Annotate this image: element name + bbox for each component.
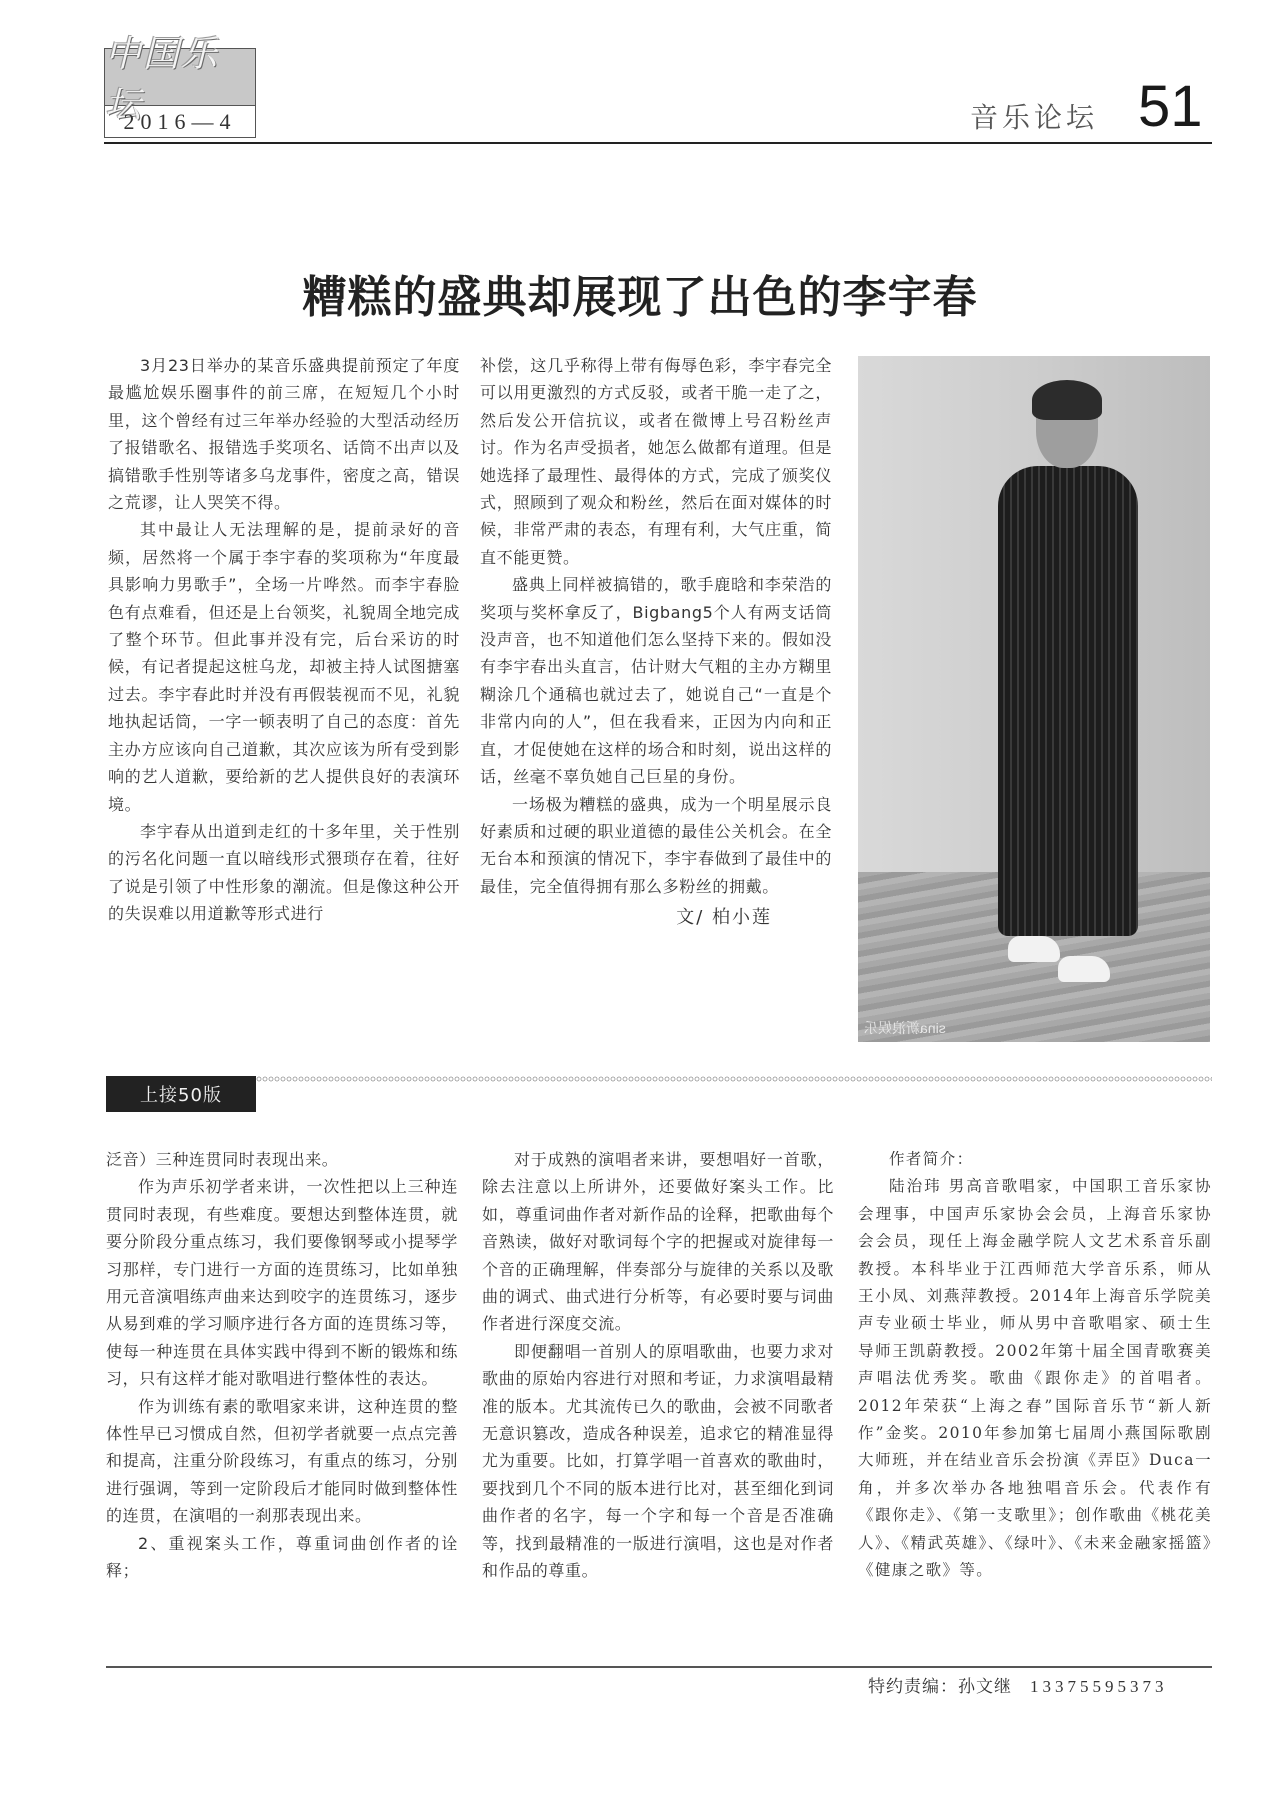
sina-watermark: sina新浪娱乐 — [864, 1020, 946, 1036]
photo-shoe-right — [1058, 956, 1110, 982]
paragraph: 3月23日举办的某音乐盛典提前预定了年度最尴尬娱乐圈事件的前三席，在短短几个小时里，这个曾经有过三年举办经验的大型活动经历了报错歌名、报错选手奖项名、话筒不出声以及搞错歌手性别等诸多乌龙事件，密度之高，错误之荒谬，让人哭笑不得。 — [108, 356, 460, 513]
paragraph: 2、重视案头工作，尊重词曲创作者的诠释； — [106, 1533, 458, 1581]
paragraph: 一场极为糟糕的盛典，成为一个明星展示良好素质和过硬的职业道德的最佳公关机会。在全无台本和预演的情况下，李宇春做到了最佳中的最佳，完全值得拥有那么多粉丝的拥戴。 — [480, 794, 832, 896]
photo-shoe-left — [1008, 936, 1060, 962]
author-bio-text: 陆治玮 男高音歌唱家，中国职工音乐家协会理事，中国声乐家协会会员，上海音乐家协会会员，现任上海金融学院人文艺术系音乐副教授。本科毕业于江西师范大学音乐系，师从王小凤、刘燕萍教授。2014年上海音乐学院美声专业硕士毕业，师从男中音歌唱家、硕士生导师王凯蔚教授。2002年第十届全国青歌赛美声唱法优秀奖。歌曲《跟你走》的首唱者。2012年荣获“上海之春”国际音乐节“新人新作”金奖。2010年参加第七届周小燕国际歌剧大师班，并在结业音乐会扮演《弄臣》Duca一角，并多次举办各地独唱音乐会。代表作有《跟你走》、《第一支歌里》；创作歌曲《桃花美人》、《精武英雄》、《绿叶》、《未来金融家摇篮》《健康之歌》等。 — [858, 1177, 1212, 1580]
decorative-chain-divider — [256, 1076, 1212, 1082]
photo-figure-hair — [1032, 380, 1102, 420]
section-label: 音乐论坛 — [970, 101, 1099, 134]
paragraph: 李宇春从出道到走红的十多年里，关于性别的污名化问题一直以暗线形式猥琐存在着，往好了说是引领了中性形象的潮流。但是像这种公开的失误难以用道歉等形式进行 — [108, 821, 460, 924]
byline: 文/ 柏小莲 — [676, 907, 772, 929]
footer-editor — [868, 1672, 1168, 1697]
article-column-1 — [108, 352, 460, 928]
paragraph: 作为训练有素的歌唱家来讲，这种连贯的整体性早已习惯成自然，但初学者就要一点点完善和提高，注重分阶段练习，有重点的练习，分别进行强调，等到一定阶段后才能同时做到整体性的连贯，在演唱的一刹那表现出来。 — [106, 1396, 458, 1526]
paragraph: 对于成熟的演唱者来讲，要想唱好一首歌，除去注意以上所讲外，还要做好案头工作。比如，尊重词曲作者对新作品的诠释，把歌曲每个音熟读，做好对歌词每个字的把握或对旋律每一个音的正确理解，伴奏部分与旋律的关系以及歌曲的调式、曲式进行分析等，有必要时要与词曲作者进行深度交流。 — [482, 1150, 834, 1334]
page-number: 51 — [1138, 74, 1203, 139]
author-bio-heading: 作者简介： — [889, 1150, 974, 1168]
paragraph: 盛典上同样被搞错的，歌手鹿晗和李荣浩的奖项与奖杯拿反了，Bigbang5个人有两支话筒没声音，也不知道他们怎么坚持下来的。假如没有李宇春出头直言，估计财大气粗的主办方糊里糊涂几个通稿也就过去了，她说自己“一直是个非常内向的人”，但在我看来，正因为内向和正直，才促使她在这样的场合和时刻，说出这样的话，丝毫不辜负她自己巨星的身份。 — [480, 575, 832, 787]
editor-credit: 特约责编：孙文继 — [868, 1677, 1012, 1696]
magazine-logo: 中国乐坛 — [105, 49, 255, 106]
article-photo — [858, 356, 1210, 1042]
article-title: 糟糕的盛典却展现了出色的李宇春 — [302, 272, 978, 324]
issue-number: 2016—4 — [123, 109, 237, 134]
masthead — [104, 34, 256, 138]
photo-figure-suit — [998, 466, 1138, 936]
continued-from-banner: 上接50版 — [106, 1076, 256, 1112]
article-column-2 — [480, 352, 832, 932]
author-bio — [858, 1146, 1212, 1585]
editor-phone: 13375595373 — [1030, 1677, 1168, 1696]
paragraph: 即便翻唱一首别人的原唱歌曲，也要力求对歌曲的原始内容进行对照和考证，力求演唱最精准的版本。尤其流传已久的歌曲，会被不同歌者无意识篡改，造成各种误差，追求它的精准显得尤为重要。比如，打算学唱一首喜欢的歌曲时，要找到几个不同的版本进行比对，甚至细化到词曲作者的名字，每一个字和每一个音是否准确等，找到最精准的一版进行演唱，这也是对作者和作品的尊重。 — [482, 1341, 834, 1581]
paragraph: 作为声乐初学者来讲，一次性把以上三种连贯同时表现，有些难度。要想达到整体连贯，就要分阶段分重点练习，我们要像钢琴或小提琴学习那样，专门进行一方面的连贯练习，比如单独用元音演唱练声曲来达到咬字的连贯练习，逐步从易到难的学习顺序进行各方面的连贯练习等，使每一种连贯在具体实践中得到不断的锻炼和练习，只有这样才能对歌唱进行整体性的表达。 — [106, 1177, 458, 1389]
paragraph: 补偿，这几乎称得上带有侮辱色彩，李宇春完全可以用更激烈的方式反驳，或者干脆一走了之，然后发公开信抗议，或者在微博上号召粉丝声讨。作为名声受损者，她怎么做都有道理。但是她选择了最理性、最得体的方式，完成了颁奖仪式，照顾到了观众和粉丝，然后在面对媒体的时候，非常严肃的表态，有理有利，大气庄重，简直不能更赞。 — [480, 356, 832, 567]
paragraph: 其中最让人无法理解的是，提前录好的音频，居然将一个属于李宇春的奖项称为“年度最具影响力男歌手”，全场一片哗然。而李宇春脸色有点难看，但还是上台领奖，礼貌周全地完成了整个环节。但此事并没有完，后台采访的时候，有记者提起这桩乌龙，却被主持人试图搪塞过去。李宇春此时并没有再假装视而不见，礼貌地执起话筒，一字一顿表明了自己的态度：首先主办方应该向自己道歉，其次应该为所有受到影响的艺人道歉，要给新的艺人提供良好的表演环境。 — [108, 520, 460, 814]
continuation-column-1 — [106, 1146, 458, 1585]
paragraph: 泛音）三种连贯同时表现出来。 — [106, 1150, 339, 1169]
footer-divider — [106, 1666, 1212, 1668]
continuation-column-2 — [482, 1146, 834, 1585]
header-divider — [104, 142, 1212, 144]
